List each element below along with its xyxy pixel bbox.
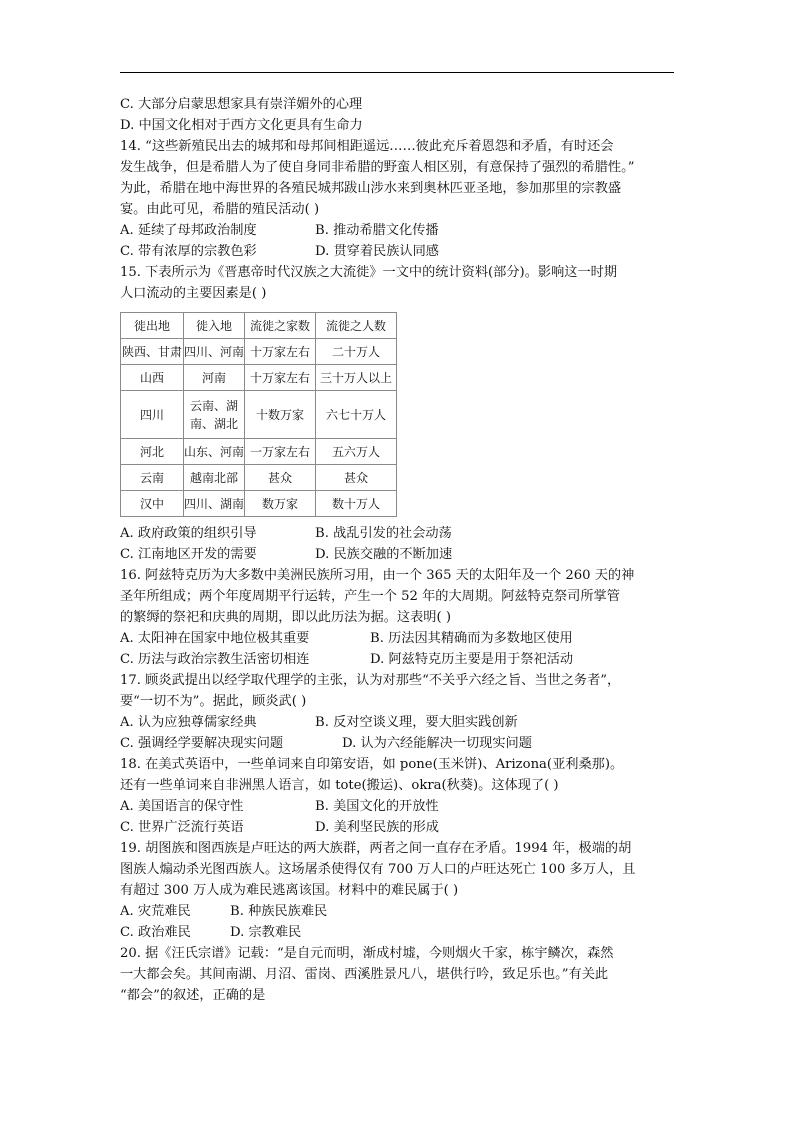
table-row [121,391,397,439]
option-b: B. 美国文化的开放性 [315,799,439,814]
table-header-row [121,313,397,339]
table-cell: 四川、湖南 [184,491,245,517]
question-20-stem: 20. 据《汪氏宗谱》记载：“是自元而明，渐成村墟，今则烟火千家，栋宇鳞次，森然 [120,946,614,961]
question-16-stem: 16. 阿兹特克历为大多数中美洲民族所习用，由一个 365 天的太阳年及一个 260 天的神 [120,568,635,583]
table-cell: 云南 [121,465,184,491]
table-cell: 十万家左右 [245,365,316,391]
q16-options-row [120,628,680,649]
option-b: B. 反对空谈义理，要大胆实践创新 [315,715,518,730]
table-cell: 一万家左右 [245,439,316,465]
q16-options-row [120,649,680,670]
option-a: A. 太阳神在国家中地位极其重要 [120,631,310,646]
table-cell: 三十万人以上 [316,365,397,391]
table-cell: 云南、湖南、湖北 [184,391,245,439]
table-cell: 五六万人 [316,439,397,465]
option-d: D. 贯穿着民族认同感 [315,244,439,259]
option-d: D. 认为六经能解决一切现实问题 [342,736,532,751]
migration-table [120,312,397,517]
option-d: D. 阿兹特克历主要是用于祭祀活动 [370,652,574,667]
table-row [121,465,397,491]
table-header: 流徙之人数 [316,313,397,339]
question-18-stem: 18. 在美式英语中，一些单词来自印第安语，如 pone(玉米饼)、Arizona(亚利桑那)。 [120,757,624,772]
option-b: B. 历法因其精确而为多数地区使用 [370,631,573,646]
option-a: A. 政府政策的组织引导 [120,526,257,541]
table-row [121,491,397,517]
option-c: C. 世界广泛流行英语 [120,820,244,835]
table-cell: 甚众 [316,465,397,491]
text-line: 的繁缛的祭祀和庆典的周期，即以此历法为据。这表明( ) [120,610,451,625]
option-a: A. 灾荒难民 [120,904,191,919]
text-line: 发生战争，但是希腊人为了使自身同非希腊的野蛮人相区别，有意保持了强烈的希腊性。” [120,160,635,175]
q15-options-row [120,544,680,565]
option-a: A. 美国语言的保守性 [120,799,244,814]
q19-options-row [120,901,680,922]
option-b: B. 推动希腊文化传播 [315,223,439,238]
option-d: D. 美利坚民族的形成 [315,820,439,835]
table-cell: 十数万家 [245,391,316,439]
table-cell: 十万家左右 [245,339,316,365]
text-line: D. 中国文化相对于西方文化更具有生命力 [120,118,363,133]
question-15-stem: 15. 下表所示为《晋惠帝时代汉族之大流徙》一文中的统计资料(部分)。影响这一时期 [120,265,618,280]
table-row [121,339,397,365]
table-cell: 河北 [121,439,184,465]
table-cell: 陕西、甘肃 [121,339,184,365]
table-cell: 四川、河南 [184,339,245,365]
text-line: 宴。由此可见，希腊的殖民活动( ) [120,202,320,217]
option-d: D. 宗教难民 [230,925,302,940]
text-line: C. 大部分启蒙思想家具有崇洋媚外的心理 [120,97,363,112]
option-a: A. 延续了母邦政治制度 [120,223,257,238]
header-rule [120,72,674,73]
q17-options-row [120,733,680,754]
text-line: 一大都会矣。其间南湖、月沼、雷岗、西溪胜景凡八，堪供行吟，致足乐也。”有关此 [120,967,609,982]
question-14-stem: 14. “这些新殖民出去的城邦和母邦间相距遥远……彼此充斥着恩怨和矛盾，有时还会 [120,139,614,154]
text-line: “都会”的叙述，正确的是 [120,988,266,1003]
table-cell: 二十万人 [316,339,397,365]
text-line: 圣年所组成；两个年度周期平行运转，产生一个 52 年的大周期。阿兹特克祭司所掌管 [120,589,620,604]
table-cell: 山东、河南 [184,439,245,465]
table-header: 流徙之家数 [245,313,316,339]
text-line: 要“一切不为”。据此，顾炎武( ) [120,694,307,709]
text-line: 还有一些单词来自非洲黑人语言，如 tote(搬运)、okra(秋葵)。这体现了( ) [120,778,559,793]
table-row [121,439,397,465]
q18-options-row [120,796,680,817]
text-line: 有超过 300 万人成为难民逃离该国。材料中的难民属于( ) [120,883,459,898]
text-line: 图族人煽动杀光图西族人。这场屠杀使得仅有 700 万人口的卢旺达死亡 100 多万人，且 [120,862,636,877]
table-cell: 甚众 [245,465,316,491]
table-header: 徙出地 [121,313,184,339]
option-c: C. 政治难民 [120,925,191,940]
table-cell: 越南北部 [184,465,245,491]
option-a: A. 认为应独尊儒家经典 [120,715,257,730]
table-cell: 山西 [121,365,184,391]
q17-options-row [120,712,680,733]
question-17-stem: 17. 顾炎武提出以经学取代理学的主张，认为对那些“不关乎六经之旨、当世之务者”， [120,673,621,688]
option-c: C. 江南地区开发的需要 [120,547,257,562]
table-cell: 汉中 [121,491,184,517]
q15-options-row [120,523,680,544]
q18-options-row [120,817,680,838]
table-cell: 四川 [121,391,184,439]
table-header: 徙入地 [184,313,245,339]
text-line: 为此，希腊在地中海世界的各殖民城邦跋山涉水来到奥林匹亚圣地，参加那里的宗教盛 [120,181,622,196]
table-cell: 数十万人 [316,491,397,517]
q14-options-row [120,241,680,262]
option-c: C. 带有浓厚的宗教色彩 [120,244,257,259]
option-b: B. 战乱引发的社会动荡 [315,526,452,541]
q14-options-row [120,220,680,241]
question-content [120,94,680,1006]
question-19-stem: 19. 胡图族和图西族是卢旺达的两大族群，两者之间一直存在矛盾。1994 年，极端的胡 [120,841,632,856]
option-d: D. 民族交融的不断加速 [315,547,453,562]
table-cell: 数万家 [245,491,316,517]
option-c: C. 历法与政治宗教生活密切相连 [120,652,310,667]
table-row [121,365,397,391]
option-c: C. 强调经学要解决现实问题 [120,736,284,751]
text-line: 人口流动的主要因素是( ) [120,286,267,301]
option-b: B. 种族民族难民 [230,904,328,919]
table-cell: 六七十万人 [316,391,397,439]
q19-options-row [120,922,680,943]
table-cell: 河南 [184,365,245,391]
